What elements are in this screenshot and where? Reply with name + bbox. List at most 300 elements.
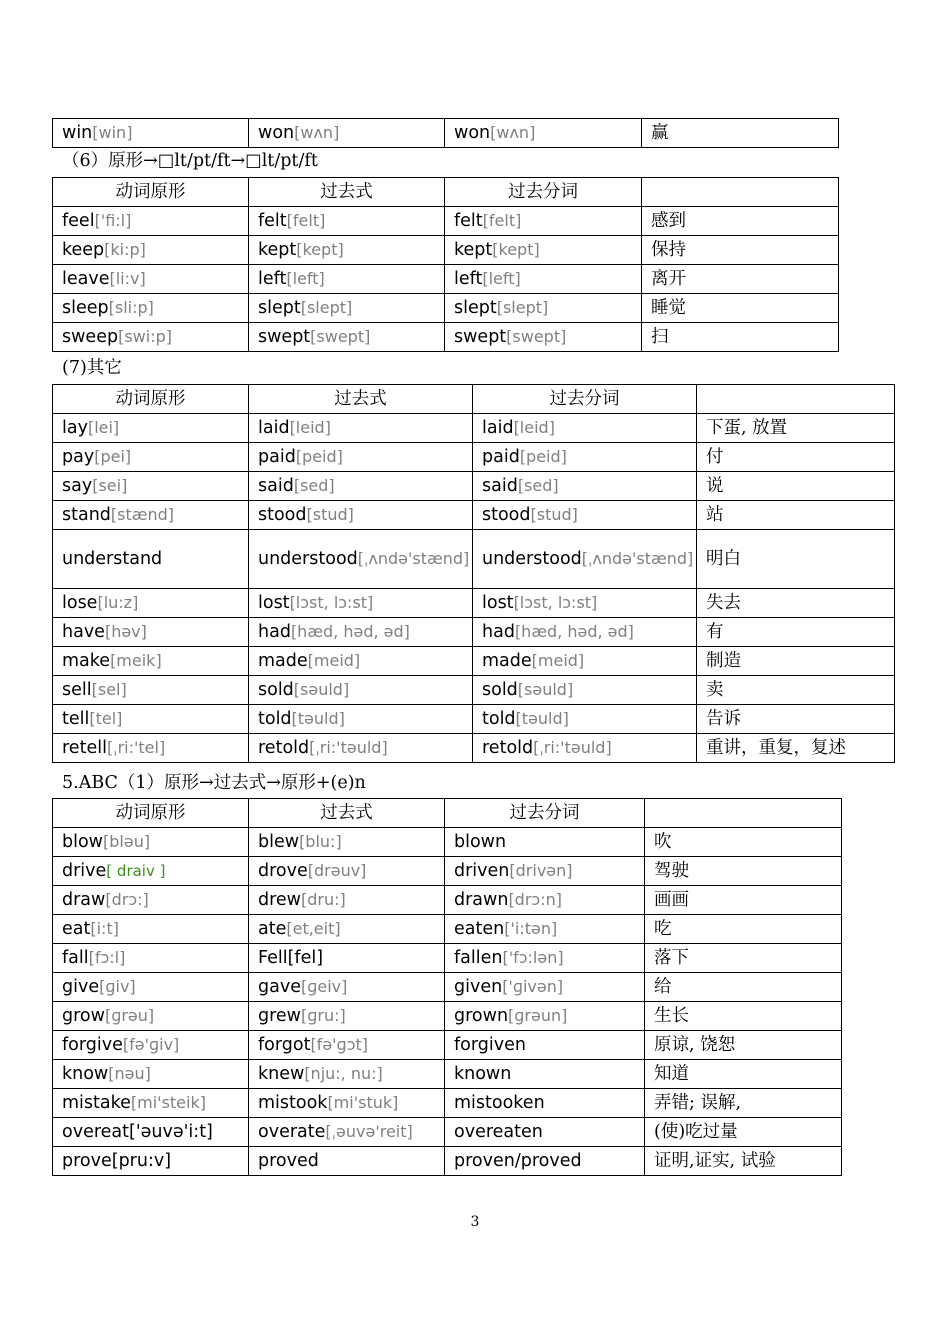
phonetic-transcription: [meid] bbox=[531, 651, 585, 670]
table-row bbox=[53, 294, 839, 323]
verb-table-7 bbox=[52, 384, 895, 763]
meaning-cell: 感到 bbox=[642, 207, 839, 236]
column-header: 过去分词 bbox=[473, 385, 697, 414]
verb-form-cell bbox=[473, 618, 697, 647]
verb-form-cell bbox=[53, 414, 249, 443]
phonetic-transcription: [pei] bbox=[94, 447, 132, 466]
verb-form-cell bbox=[445, 1089, 645, 1118]
verb-word: drove bbox=[258, 861, 308, 881]
verb-word: understood bbox=[258, 549, 358, 569]
phonetic-transcription: ['əuvə'i:t] bbox=[129, 1122, 213, 1142]
phonetic-transcription: ['ɡivən] bbox=[502, 977, 564, 996]
phonetic-transcription: [kept] bbox=[492, 240, 540, 259]
meaning-cell: 站 bbox=[697, 501, 895, 530]
phonetic-transcription: [hæd, həd, əd] bbox=[290, 622, 410, 641]
meaning-cell: 生长 bbox=[645, 1002, 842, 1031]
meaning-cell: 睡觉 bbox=[642, 294, 839, 323]
phonetic-transcription: [ˌʌndə'stænd] bbox=[581, 549, 694, 568]
phonetic-transcription: [meid] bbox=[307, 651, 361, 670]
meaning-cell: 失去 bbox=[697, 589, 895, 618]
verb-word: leave bbox=[62, 269, 110, 289]
verb-word: said bbox=[482, 476, 518, 496]
verb-word: fallen bbox=[454, 948, 503, 968]
verb-form-cell bbox=[445, 294, 642, 323]
verb-form-cell bbox=[249, 472, 473, 501]
meaning-cell: 制造 bbox=[697, 647, 895, 676]
table-row bbox=[53, 1147, 842, 1176]
phonetic-transcription: [mi'stuk] bbox=[327, 1093, 399, 1112]
column-header bbox=[645, 799, 842, 828]
table-header-row bbox=[53, 799, 842, 828]
column-header: 动词原形 bbox=[53, 385, 249, 414]
verb-word: laid bbox=[482, 418, 514, 438]
verb-form-cell bbox=[53, 857, 249, 886]
phonetic-transcription: [meik] bbox=[110, 651, 162, 670]
verb-form-cell bbox=[249, 857, 445, 886]
verb-word: understand bbox=[62, 549, 163, 569]
verb-form-cell bbox=[249, 294, 445, 323]
meaning-cell: 告诉 bbox=[697, 705, 895, 734]
phonetic-transcription: [bləu] bbox=[103, 832, 151, 851]
phonetic-transcription: [hæd, həd, əd] bbox=[514, 622, 634, 641]
phonetic-transcription: [slept] bbox=[496, 298, 549, 317]
verb-form-cell bbox=[445, 207, 642, 236]
table-row bbox=[53, 1060, 842, 1089]
phonetic-transcription: [ˌəuvə'reit] bbox=[325, 1122, 413, 1141]
table-row bbox=[53, 323, 839, 352]
phonetic-transcription: [təuld] bbox=[515, 709, 569, 728]
table-header-row bbox=[53, 178, 839, 207]
phonetic-transcription: [et,eit] bbox=[286, 919, 341, 938]
verb-form-cell bbox=[445, 915, 645, 944]
verb-word: told bbox=[258, 709, 292, 729]
phonetic-transcription: [dru:] bbox=[301, 890, 346, 909]
table-row bbox=[53, 443, 895, 472]
verb-form-cell bbox=[445, 323, 642, 352]
phonetic-transcription: [ɡrəu] bbox=[104, 1006, 155, 1025]
phonetic-transcription: [swept] bbox=[506, 327, 567, 346]
verb-word: grew bbox=[258, 1006, 301, 1026]
verb-form-cell bbox=[249, 1118, 445, 1147]
verb-word: proved bbox=[258, 1151, 319, 1171]
verb-word: pay bbox=[62, 447, 95, 467]
verb-word: mistake bbox=[62, 1093, 131, 1113]
verb-word: grow bbox=[62, 1006, 105, 1026]
phonetic-transcription: [lu:z] bbox=[97, 593, 139, 612]
meaning-cell: 原谅, 饶恕 bbox=[645, 1031, 842, 1060]
meaning-cell: 画画 bbox=[645, 886, 842, 915]
phonetic-transcription: [swi:p] bbox=[118, 327, 172, 346]
phonetic-transcription: [stud] bbox=[306, 505, 354, 524]
phonetic-transcription: [ɡeiv] bbox=[300, 977, 348, 996]
verb-form-cell bbox=[473, 414, 697, 443]
phonetic-transcription: [səuld] bbox=[517, 680, 574, 699]
verb-word: had bbox=[258, 622, 291, 642]
verb-form-cell bbox=[445, 973, 645, 1002]
verb-word: won bbox=[258, 123, 295, 143]
verb-form-cell bbox=[473, 734, 697, 763]
verb-form-cell bbox=[249, 734, 473, 763]
phonetic-transcription: [fɔ:l] bbox=[88, 948, 126, 967]
verb-word: win bbox=[62, 123, 93, 143]
verb-word: retell bbox=[62, 738, 107, 758]
verb-form-cell bbox=[53, 1060, 249, 1089]
verb-word: keep bbox=[62, 240, 105, 260]
column-header: 动词原形 bbox=[53, 178, 249, 207]
verb-form-cell bbox=[53, 647, 249, 676]
phonetic-transcription: [pru:v] bbox=[111, 1151, 172, 1171]
phonetic-transcription: [nju:, nu:] bbox=[304, 1064, 383, 1083]
meaning-cell: 证明,证实, 试验 bbox=[645, 1147, 842, 1176]
table-row bbox=[53, 501, 895, 530]
verb-word: lost bbox=[258, 593, 290, 613]
verb-word: known bbox=[454, 1064, 512, 1084]
verb-word: overeaten bbox=[454, 1122, 543, 1142]
verb-form-cell bbox=[445, 119, 642, 148]
phonetic-transcription: [left] bbox=[286, 269, 325, 288]
meaning-cell: (使)吃过量 bbox=[645, 1118, 842, 1147]
verb-word: made bbox=[482, 651, 532, 671]
phonetic-transcription: ['fɔ:lən] bbox=[502, 948, 564, 967]
phonetic-transcription: ['i:tən] bbox=[504, 919, 558, 938]
verb-word: blown bbox=[454, 832, 507, 852]
verb-word: sweep bbox=[62, 327, 119, 347]
meaning-cell: 下蛋, 放置 bbox=[697, 414, 895, 443]
verb-form-cell bbox=[445, 265, 642, 294]
verb-word: felt bbox=[454, 211, 483, 231]
table-row bbox=[53, 1031, 842, 1060]
verb-word: retold bbox=[258, 738, 310, 758]
verb-word: drive bbox=[62, 861, 107, 881]
verb-word: felt bbox=[258, 211, 287, 231]
meaning-cell: 吹 bbox=[645, 828, 842, 857]
verb-form-cell bbox=[53, 472, 249, 501]
verb-form-cell bbox=[249, 589, 473, 618]
phonetic-transcription: [ɡru:] bbox=[301, 1006, 346, 1025]
meaning-cell: 保持 bbox=[642, 236, 839, 265]
phonetic-transcription: [i:t] bbox=[90, 919, 119, 938]
verb-word: make bbox=[62, 651, 111, 671]
table-row bbox=[53, 828, 842, 857]
verb-word: overate bbox=[258, 1122, 326, 1142]
section-heading-abc: 5.ABC（1）原形→过去式→原形+(e)n bbox=[62, 773, 366, 793]
phonetic-transcription: [sed] bbox=[293, 476, 335, 495]
phonetic-transcription: [ɡiv] bbox=[99, 977, 136, 996]
verb-word: know bbox=[62, 1064, 109, 1084]
verb-word: driven bbox=[454, 861, 510, 881]
table-row bbox=[53, 734, 895, 763]
verb-form-cell bbox=[249, 501, 473, 530]
phonetic-transcription: [mi'steik] bbox=[130, 1093, 206, 1112]
verb-word: forgot bbox=[258, 1035, 311, 1055]
verb-form-cell bbox=[249, 323, 445, 352]
verb-form-cell bbox=[249, 1060, 445, 1089]
phonetic-transcription: [fə'ɡiv] bbox=[122, 1035, 180, 1054]
verb-form-cell bbox=[53, 1147, 249, 1176]
phonetic-transcription: [left] bbox=[482, 269, 521, 288]
column-header bbox=[697, 385, 895, 414]
verb-form-cell bbox=[53, 886, 249, 915]
meaning-cell: 有 bbox=[697, 618, 895, 647]
meaning-cell: 驾驶 bbox=[645, 857, 842, 886]
phonetic-transcription: [leid] bbox=[513, 418, 555, 437]
verb-form-cell bbox=[249, 443, 473, 472]
verb-form-cell bbox=[473, 530, 697, 589]
verb-word: sell bbox=[62, 680, 92, 700]
verb-form-cell bbox=[249, 265, 445, 294]
table-row bbox=[53, 944, 842, 973]
verb-form-cell bbox=[473, 443, 697, 472]
table-row bbox=[53, 915, 842, 944]
phonetic-transcription: [peid] bbox=[295, 447, 343, 466]
verb-form-cell bbox=[473, 472, 697, 501]
verb-word: forgiven bbox=[454, 1035, 526, 1055]
phonetic-transcription: [stænd] bbox=[110, 505, 175, 524]
table-row bbox=[53, 472, 895, 501]
verb-form-cell bbox=[53, 294, 249, 323]
phonetic-transcription: [ draiv ] bbox=[106, 862, 166, 880]
phonetic-transcription: [stud] bbox=[530, 505, 578, 524]
verb-word: eat bbox=[62, 919, 91, 939]
verb-form-cell bbox=[445, 236, 642, 265]
phonetic-transcription: [ˌri:'tel] bbox=[106, 738, 166, 757]
meaning-cell: 明白 bbox=[697, 530, 895, 589]
phonetic-transcription: [fə'ɡɔt] bbox=[310, 1035, 369, 1054]
verb-word: proven/proved bbox=[454, 1151, 582, 1171]
verb-word: swept bbox=[258, 327, 311, 347]
verb-word: lose bbox=[62, 593, 98, 613]
verb-form-cell bbox=[249, 1147, 445, 1176]
table-row bbox=[53, 414, 895, 443]
column-header: 过去式 bbox=[249, 178, 445, 207]
verb-form-cell bbox=[53, 618, 249, 647]
phonetic-transcription: [felt] bbox=[482, 211, 522, 230]
verb-form-cell bbox=[473, 676, 697, 705]
verb-form-cell bbox=[249, 973, 445, 1002]
verb-word: forgive bbox=[62, 1035, 123, 1055]
verb-form-cell bbox=[473, 705, 697, 734]
table-row bbox=[53, 676, 895, 705]
verb-word: laid bbox=[258, 418, 290, 438]
verb-word: overeat bbox=[62, 1122, 129, 1142]
meaning-cell: 说 bbox=[697, 472, 895, 501]
verb-word: stood bbox=[482, 505, 531, 525]
table-row bbox=[53, 236, 839, 265]
verb-word: mistooken bbox=[454, 1093, 545, 1113]
verb-word: eaten bbox=[454, 919, 505, 939]
meaning-cell: 知道 bbox=[645, 1060, 842, 1089]
phonetic-transcription: [həv] bbox=[104, 622, 147, 641]
verb-table-win bbox=[52, 118, 839, 148]
phonetic-transcription: [təuld] bbox=[291, 709, 345, 728]
verb-word: say bbox=[62, 476, 93, 496]
verb-word: knew bbox=[258, 1064, 305, 1084]
verb-word: paid bbox=[482, 447, 520, 467]
phonetic-transcription: [lɔst, lɔ:st] bbox=[289, 593, 374, 612]
phonetic-transcription: [sei] bbox=[92, 476, 128, 495]
phonetic-transcription: [lei] bbox=[87, 418, 120, 437]
phonetic-transcription: [fel] bbox=[287, 948, 324, 968]
verb-word: stood bbox=[258, 505, 307, 525]
verb-word: lay bbox=[62, 418, 88, 438]
verb-word: paid bbox=[258, 447, 296, 467]
verb-form-cell bbox=[249, 236, 445, 265]
phonetic-transcription: [sli:p] bbox=[108, 298, 154, 317]
table-header-row bbox=[53, 385, 895, 414]
phonetic-transcription: [drəuv] bbox=[307, 861, 367, 880]
verb-form-cell bbox=[249, 618, 473, 647]
phonetic-transcription: ['fi:l] bbox=[94, 211, 132, 230]
verb-form-cell bbox=[249, 705, 473, 734]
verb-form-cell bbox=[249, 647, 473, 676]
verb-word: sleep bbox=[62, 298, 109, 318]
verb-form-cell bbox=[249, 828, 445, 857]
phonetic-transcription: [blu:] bbox=[299, 832, 342, 851]
table-row bbox=[53, 589, 895, 618]
meaning-cell: 落下 bbox=[645, 944, 842, 973]
verb-word: drawn bbox=[454, 890, 509, 910]
verb-word: left bbox=[258, 269, 287, 289]
phonetic-transcription: [ˌri:'təuld] bbox=[533, 738, 612, 757]
verb-word: understood bbox=[482, 549, 582, 569]
phonetic-transcription: [swept] bbox=[310, 327, 371, 346]
phonetic-transcription: [wʌn] bbox=[294, 123, 340, 142]
verb-form-cell bbox=[473, 501, 697, 530]
phonetic-transcription: [felt] bbox=[286, 211, 326, 230]
phonetic-transcription: [drivən] bbox=[509, 861, 573, 880]
verb-form-cell bbox=[249, 676, 473, 705]
verb-form-cell bbox=[445, 1060, 645, 1089]
meaning-cell: 吃 bbox=[645, 915, 842, 944]
verb-word: gave bbox=[258, 977, 301, 997]
verb-word: given bbox=[454, 977, 503, 997]
verb-word: blow bbox=[62, 832, 103, 852]
verb-form-cell bbox=[53, 530, 249, 589]
verb-word: swept bbox=[454, 327, 507, 347]
meaning-cell: 扫 bbox=[642, 323, 839, 352]
verb-word: tell bbox=[62, 709, 90, 729]
table-row bbox=[53, 973, 842, 1002]
meaning-cell: 弄错; 误解, bbox=[645, 1089, 842, 1118]
verb-form-cell bbox=[445, 857, 645, 886]
verb-form-cell bbox=[473, 589, 697, 618]
verb-word: stand bbox=[62, 505, 111, 525]
verb-form-cell bbox=[473, 647, 697, 676]
verb-form-cell bbox=[249, 119, 445, 148]
verb-form-cell bbox=[249, 414, 473, 443]
phonetic-transcription: [ki:p] bbox=[104, 240, 146, 259]
verb-form-cell bbox=[53, 265, 249, 294]
column-header: 动词原形 bbox=[53, 799, 249, 828]
verb-word: draw bbox=[62, 890, 106, 910]
column-header: 过去分词 bbox=[445, 178, 642, 207]
column-header: 过去式 bbox=[249, 385, 473, 414]
verb-word: fall bbox=[62, 948, 89, 968]
verb-form-cell bbox=[53, 119, 249, 148]
phonetic-transcription: [sed] bbox=[517, 476, 559, 495]
verb-word: give bbox=[62, 977, 100, 997]
table-row bbox=[53, 857, 842, 886]
verb-word: won bbox=[454, 123, 491, 143]
phonetic-transcription: [kept] bbox=[296, 240, 344, 259]
verb-form-cell bbox=[53, 734, 249, 763]
verb-form-cell bbox=[249, 207, 445, 236]
table-row bbox=[53, 119, 839, 148]
verb-form-cell bbox=[53, 1002, 249, 1031]
verb-word: retold bbox=[482, 738, 534, 758]
verb-word: sold bbox=[482, 680, 518, 700]
phonetic-transcription: [ˌʌndə'stænd] bbox=[357, 549, 470, 568]
verb-word: kept bbox=[258, 240, 297, 260]
verb-word: said bbox=[258, 476, 294, 496]
page-number: 3 bbox=[470, 1214, 480, 1230]
column-header: 过去分词 bbox=[445, 799, 645, 828]
meaning-cell: 赢 bbox=[642, 119, 839, 148]
verb-form-cell bbox=[445, 944, 645, 973]
verb-form-cell bbox=[445, 1002, 645, 1031]
phonetic-transcription: [səuld] bbox=[293, 680, 350, 699]
meaning-cell: 卖 bbox=[697, 676, 895, 705]
verb-form-cell bbox=[53, 705, 249, 734]
verb-word: kept bbox=[454, 240, 493, 260]
meaning-cell: 重讲，重复，复述 bbox=[697, 734, 895, 763]
verb-word: have bbox=[62, 622, 105, 642]
verb-form-cell bbox=[53, 828, 249, 857]
verb-table-6 bbox=[52, 177, 839, 352]
verb-form-cell bbox=[53, 1089, 249, 1118]
verb-word: sold bbox=[258, 680, 294, 700]
verb-word: prove bbox=[62, 1151, 112, 1171]
verb-form-cell bbox=[249, 944, 445, 973]
table-row bbox=[53, 265, 839, 294]
verb-form-cell bbox=[53, 1118, 249, 1147]
phonetic-transcription: [sel] bbox=[91, 680, 127, 699]
table-row bbox=[53, 1002, 842, 1031]
phonetic-transcription: [lɔst, lɔ:st] bbox=[513, 593, 598, 612]
meaning-cell: 给 bbox=[645, 973, 842, 1002]
verb-word: drew bbox=[258, 890, 301, 910]
phonetic-transcription: [drɔ:n] bbox=[508, 890, 562, 909]
verb-form-cell bbox=[53, 1031, 249, 1060]
verb-table-abc bbox=[52, 798, 842, 1176]
verb-form-cell bbox=[445, 1147, 645, 1176]
verb-form-cell bbox=[249, 1089, 445, 1118]
verb-word: blew bbox=[258, 832, 300, 852]
verb-form-cell bbox=[249, 915, 445, 944]
phonetic-transcription: [drɔ:] bbox=[105, 890, 149, 909]
phonetic-transcription: [wʌn] bbox=[490, 123, 536, 142]
section-heading-6: （6）原形→□lt/pt/ft→□lt/pt/ft bbox=[62, 151, 318, 171]
meaning-cell: 离开 bbox=[642, 265, 839, 294]
verb-form-cell bbox=[53, 323, 249, 352]
verb-form-cell bbox=[53, 443, 249, 472]
verb-word: had bbox=[482, 622, 515, 642]
phonetic-transcription: [li:v] bbox=[109, 269, 146, 288]
phonetic-transcription: [ɡrəun] bbox=[508, 1006, 568, 1025]
verb-form-cell bbox=[249, 886, 445, 915]
table-row bbox=[53, 1089, 842, 1118]
phonetic-transcription: [peid] bbox=[519, 447, 567, 466]
verb-form-cell bbox=[249, 1031, 445, 1060]
verb-form-cell bbox=[53, 973, 249, 1002]
phonetic-transcription: [win] bbox=[92, 123, 133, 142]
verb-word: slept bbox=[454, 298, 497, 318]
verb-word: feel bbox=[62, 211, 95, 231]
verb-word: ate bbox=[258, 919, 287, 939]
verb-word: slept bbox=[258, 298, 301, 318]
meaning-cell: 付 bbox=[697, 443, 895, 472]
verb-word: made bbox=[258, 651, 308, 671]
